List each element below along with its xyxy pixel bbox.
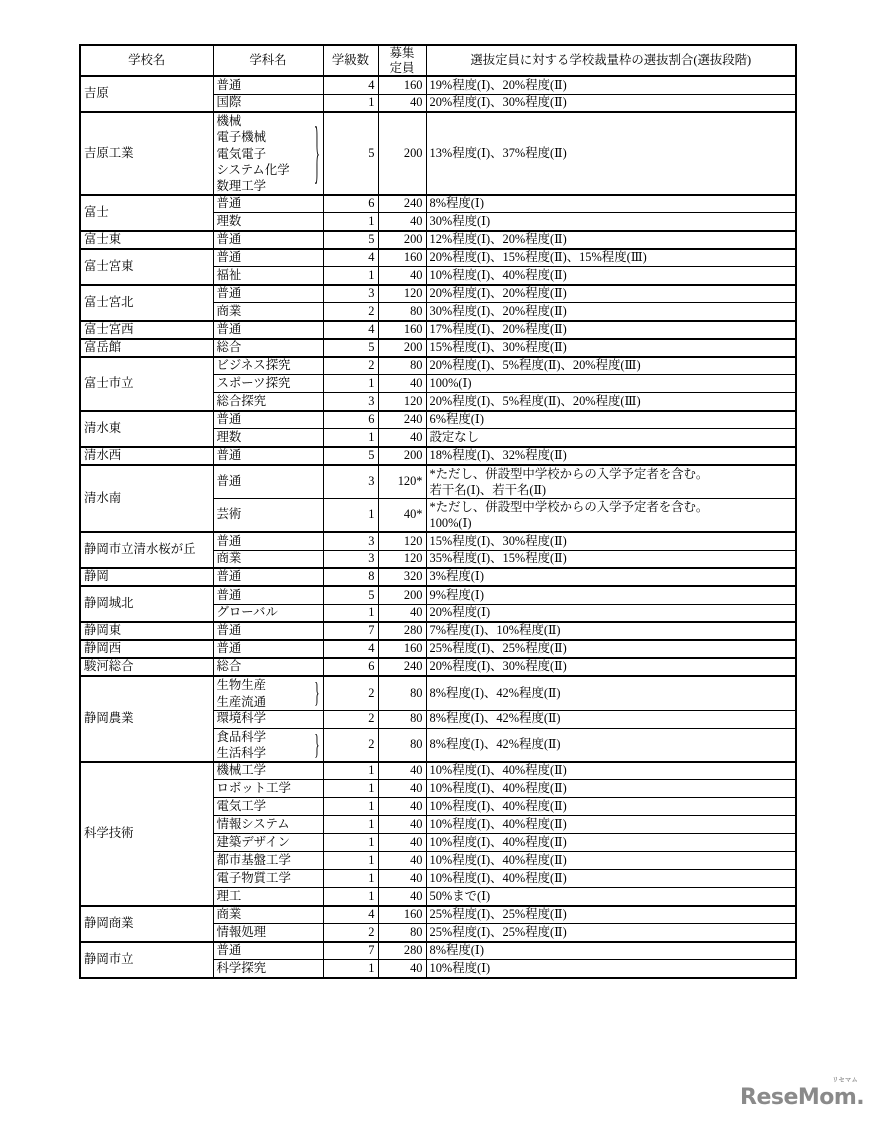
resemom-logo xyxy=(740,1077,865,1121)
cell-school-name: 駿河総合 xyxy=(80,658,213,676)
cell-department-name: 福祉 xyxy=(213,267,323,285)
cell-quota: 240 xyxy=(378,411,426,429)
cell-quota: 40 xyxy=(378,780,426,798)
cell-selection-ratio: 8%程度(Ⅰ)、42%程度(Ⅱ) xyxy=(426,676,796,710)
department-name-list xyxy=(217,113,290,194)
selection-ratio-line: *ただし、併設型中学校からの入学予定者を含む。 xyxy=(429,500,709,515)
column-header-quota-line1: 募集 xyxy=(389,46,415,60)
cell-department-name: 理数 xyxy=(213,213,323,231)
cell-quota: 120 xyxy=(378,532,426,550)
cell-class-count: 1 xyxy=(323,960,378,978)
cell-school-name: 富士市立 xyxy=(80,357,213,411)
cell-department-name: 総合 xyxy=(213,339,323,357)
cell-quota: 80 xyxy=(378,728,426,762)
cell-department-name: 商業 xyxy=(213,550,323,568)
cell-class-count: 4 xyxy=(323,906,378,924)
cell-class-count: 1 xyxy=(323,888,378,906)
cell-department-name: ビジネス探究 xyxy=(213,357,323,375)
table-row xyxy=(80,249,796,267)
table-row xyxy=(80,231,796,249)
department-name-list xyxy=(217,729,267,761)
cell-department-name: 環境科学 xyxy=(213,710,323,728)
table-row xyxy=(80,465,796,499)
cell-selection-ratio: 9%程度(Ⅰ) xyxy=(426,586,796,604)
cell-department-name: 電子物質工学 xyxy=(213,870,323,888)
table-row xyxy=(80,906,796,924)
cell-school-name: 吉原 xyxy=(80,76,213,112)
cell-department-name: 電気工学 xyxy=(213,798,323,816)
cell-selection-ratio: 7%程度(Ⅰ)、10%程度(Ⅱ) xyxy=(426,622,796,640)
cell-department-name: 普通 xyxy=(213,622,323,640)
cell-quota: 160 xyxy=(378,76,426,94)
cell-class-count: 3 xyxy=(323,465,378,499)
department-name: 食品科学 xyxy=(216,729,267,744)
cell-selection-ratio: 20%程度(Ⅰ) xyxy=(426,604,796,622)
department-name: 電子機械 xyxy=(216,130,267,145)
cell-selection-ratio: 19%程度(Ⅰ)、20%程度(Ⅱ) xyxy=(426,76,796,94)
cell-class-count: 6 xyxy=(323,658,378,676)
cell-quota: 40 xyxy=(378,816,426,834)
column-header-school: 学校名 xyxy=(80,45,213,76)
cell-selection-ratio: 18%程度(Ⅰ)、32%程度(Ⅱ) xyxy=(426,447,796,465)
cell-selection-ratio: 10%程度(Ⅰ)、40%程度(Ⅱ) xyxy=(426,852,796,870)
cell-selection-ratio: 10%程度(Ⅰ)、40%程度(Ⅱ) xyxy=(426,834,796,852)
department-name: 生産流通 xyxy=(216,694,267,709)
cell-class-count: 1 xyxy=(323,213,378,231)
cell-department-name: 普通 xyxy=(213,76,323,94)
cell-department-name: 商業 xyxy=(213,303,323,321)
selection-ratio-line: 若干名(Ⅰ)、若干名(Ⅱ) xyxy=(429,483,547,497)
cell-quota: 40 xyxy=(378,888,426,906)
cell-department-name: 理数 xyxy=(213,429,323,447)
cell-school-name: 静岡 xyxy=(80,568,213,586)
table-row xyxy=(80,942,796,960)
cell-school-name: 静岡城北 xyxy=(80,586,213,622)
table-row xyxy=(80,285,796,303)
cell-department-name: 普通 xyxy=(213,532,323,550)
cell-class-count: 3 xyxy=(323,285,378,303)
logo-furigana: リセマム xyxy=(832,1077,859,1084)
cell-quota: 160 xyxy=(378,906,426,924)
cell-selection-ratio: 8%程度(Ⅰ)、42%程度(Ⅱ) xyxy=(426,710,796,728)
cell-selection-ratio: 10%程度(Ⅰ)、40%程度(Ⅱ) xyxy=(426,780,796,798)
cell-class-count: 4 xyxy=(323,76,378,94)
cell-selection-ratio: 3%程度(Ⅰ) xyxy=(426,568,796,586)
cell-school-name: 清水東 xyxy=(80,411,213,447)
cell-quota: 200 xyxy=(378,586,426,604)
cell-class-count: 5 xyxy=(323,339,378,357)
cell-class-count: 1 xyxy=(323,870,378,888)
cell-selection-ratio xyxy=(426,499,796,533)
table-row xyxy=(80,640,796,658)
cell-class-count: 1 xyxy=(323,816,378,834)
cell-quota: 120* xyxy=(378,465,426,499)
selection-ratio-line: 100%(Ⅰ) xyxy=(429,516,472,531)
cell-selection-ratio: 20%程度(Ⅰ)、5%程度(Ⅱ)、20%程度(Ⅲ) xyxy=(426,357,796,375)
cell-department-group xyxy=(213,676,323,710)
table-row xyxy=(80,676,796,710)
cell-selection-ratio: 15%程度(Ⅰ)、30%程度(Ⅱ) xyxy=(426,532,796,550)
cell-selection-ratio: 50%まで(Ⅰ) xyxy=(426,888,796,906)
logo-wordmark xyxy=(740,1077,865,1110)
cell-selection-ratio: 30%程度(Ⅰ)、20%程度(Ⅱ) xyxy=(426,303,796,321)
cell-quota: 40* xyxy=(378,499,426,533)
table-row xyxy=(80,568,796,586)
cell-department-name: 普通 xyxy=(213,640,323,658)
table-row xyxy=(80,658,796,676)
curly-brace-icon: } xyxy=(313,728,320,761)
table-row xyxy=(80,195,796,213)
table-row xyxy=(80,339,796,357)
header-row xyxy=(80,45,796,76)
table-row xyxy=(80,762,796,780)
cell-department-name: 機械工学 xyxy=(213,762,323,780)
cell-department-name: 都市基盤工学 xyxy=(213,852,323,870)
cell-quota: 40 xyxy=(378,834,426,852)
cell-department-name: 普通 xyxy=(213,942,323,960)
cell-department-name: 普通 xyxy=(213,586,323,604)
cell-school-name: 吉原工業 xyxy=(80,112,213,195)
department-name: 生活科学 xyxy=(216,745,267,760)
cell-selection-ratio: 12%程度(Ⅰ)、20%程度(Ⅱ) xyxy=(426,231,796,249)
cell-class-count: 2 xyxy=(323,710,378,728)
cell-selection-ratio: 6%程度(Ⅰ) xyxy=(426,411,796,429)
cell-selection-ratio: 20%程度(Ⅰ)、20%程度(Ⅱ) xyxy=(426,285,796,303)
cell-selection-ratio: 100%(Ⅰ) xyxy=(426,375,796,393)
cell-department-name: グローバル xyxy=(213,604,323,622)
table-body xyxy=(80,76,796,978)
table-row xyxy=(80,586,796,604)
table-row xyxy=(80,112,796,195)
cell-school-name: 富士宮東 xyxy=(80,249,213,285)
cell-selection-ratio: 10%程度(Ⅰ)、40%程度(Ⅱ) xyxy=(426,267,796,285)
selection-ratio-line: *ただし、併設型中学校からの入学予定者を含む。 xyxy=(429,466,709,481)
admission-quota-table xyxy=(79,44,797,979)
cell-selection-ratio: 13%程度(Ⅰ)、37%程度(Ⅱ) xyxy=(426,112,796,195)
cell-class-count: 2 xyxy=(323,924,378,942)
cell-quota: 240 xyxy=(378,658,426,676)
cell-department-name: 理工 xyxy=(213,888,323,906)
cell-class-count: 6 xyxy=(323,195,378,213)
cell-class-count: 3 xyxy=(323,550,378,568)
cell-department-name: 普通 xyxy=(213,285,323,303)
cell-school-name: 富士宮北 xyxy=(80,285,213,321)
cell-quota: 80 xyxy=(378,676,426,710)
department-name: システム化学 xyxy=(216,162,290,177)
cell-school-name: 清水南 xyxy=(80,465,213,533)
cell-class-count: 2 xyxy=(323,357,378,375)
department-name: 数理工学 xyxy=(216,178,267,193)
cell-quota: 80 xyxy=(378,710,426,728)
table-header xyxy=(80,45,796,76)
cell-class-count: 1 xyxy=(323,499,378,533)
cell-class-count: 1 xyxy=(323,604,378,622)
cell-department-name: 総合探究 xyxy=(213,393,323,411)
cell-class-count: 1 xyxy=(323,834,378,852)
cell-department-name: 建築デザイン xyxy=(213,834,323,852)
cell-school-name: 富士宮西 xyxy=(80,321,213,339)
cell-class-count: 1 xyxy=(323,375,378,393)
cell-quota: 160 xyxy=(378,249,426,267)
cell-selection-ratio: 10%程度(Ⅰ)、40%程度(Ⅱ) xyxy=(426,798,796,816)
cell-selection-ratio: 20%程度(Ⅰ)、30%程度(Ⅱ) xyxy=(426,94,796,112)
column-header-quota xyxy=(378,45,426,76)
cell-quota: 40 xyxy=(378,960,426,978)
cell-selection-ratio: 設定なし xyxy=(426,429,796,447)
cell-quota: 120 xyxy=(378,393,426,411)
cell-class-count: 6 xyxy=(323,411,378,429)
cell-class-count: 5 xyxy=(323,112,378,195)
cell-class-count: 7 xyxy=(323,622,378,640)
column-header-quota-line2: 定員 xyxy=(389,60,415,75)
cell-selection-ratio: 25%程度(Ⅰ)、25%程度(Ⅱ) xyxy=(426,906,796,924)
cell-school-name: 静岡市立清水桜が丘 xyxy=(80,532,213,568)
cell-class-count: 1 xyxy=(323,852,378,870)
department-name-list xyxy=(217,677,267,709)
cell-class-count: 4 xyxy=(323,640,378,658)
cell-quota: 40 xyxy=(378,375,426,393)
cell-quota: 200 xyxy=(378,447,426,465)
cell-quota: 40 xyxy=(378,94,426,112)
cell-school-name: 静岡商業 xyxy=(80,906,213,942)
cell-department-name: 国際 xyxy=(213,94,323,112)
cell-selection-ratio: 35%程度(Ⅰ)、15%程度(Ⅱ) xyxy=(426,550,796,568)
cell-quota: 80 xyxy=(378,303,426,321)
cell-class-count: 1 xyxy=(323,780,378,798)
cell-selection-ratio: 20%程度(Ⅰ)、30%程度(Ⅱ) xyxy=(426,658,796,676)
table-row xyxy=(80,411,796,429)
cell-selection-ratio: 30%程度(Ⅰ) xyxy=(426,213,796,231)
cell-department-name: 商業 xyxy=(213,906,323,924)
cell-class-count: 1 xyxy=(323,267,378,285)
column-header-class-count: 学級数 xyxy=(323,45,378,76)
cell-class-count: 1 xyxy=(323,762,378,780)
cell-department-name: ロボット工学 xyxy=(213,780,323,798)
cell-quota: 40 xyxy=(378,762,426,780)
cell-school-name: 静岡農業 xyxy=(80,676,213,762)
department-name: 生物生産 xyxy=(216,678,267,693)
cell-quota: 40 xyxy=(378,870,426,888)
cell-class-count: 2 xyxy=(323,728,378,762)
cell-quota: 40 xyxy=(378,213,426,231)
cell-quota: 200 xyxy=(378,112,426,195)
cell-class-count: 1 xyxy=(323,429,378,447)
cell-quota: 160 xyxy=(378,640,426,658)
cell-school-name: 静岡市立 xyxy=(80,942,213,978)
cell-quota: 120 xyxy=(378,285,426,303)
cell-department-name: 普通 xyxy=(213,465,323,499)
table-row xyxy=(80,76,796,94)
cell-class-count: 3 xyxy=(323,393,378,411)
department-name: 電気電子 xyxy=(216,146,267,161)
cell-selection-ratio: 20%程度(Ⅰ)、15%程度(Ⅱ)、15%程度(Ⅲ) xyxy=(426,249,796,267)
cell-department-name: 普通 xyxy=(213,249,323,267)
cell-selection-ratio: 25%程度(Ⅰ)、25%程度(Ⅱ) xyxy=(426,640,796,658)
cell-quota: 40 xyxy=(378,852,426,870)
cell-department-name: 普通 xyxy=(213,231,323,249)
department-name: 機械 xyxy=(216,114,242,129)
cell-department-group xyxy=(213,728,323,762)
cell-selection-ratio: 10%程度(Ⅰ) xyxy=(426,960,796,978)
cell-quota: 240 xyxy=(378,195,426,213)
cell-quota: 120 xyxy=(378,550,426,568)
curly-brace-icon: } xyxy=(313,113,320,192)
cell-class-count: 5 xyxy=(323,447,378,465)
cell-class-count: 2 xyxy=(323,676,378,710)
cell-selection-ratio: 20%程度(Ⅰ)、5%程度(Ⅱ)、20%程度(Ⅲ) xyxy=(426,393,796,411)
cell-selection-ratio: 15%程度(Ⅰ)、30%程度(Ⅱ) xyxy=(426,339,796,357)
cell-class-count: 2 xyxy=(323,303,378,321)
cell-department-name: 情報システム xyxy=(213,816,323,834)
cell-school-name: 静岡東 xyxy=(80,622,213,640)
cell-quota: 160 xyxy=(378,321,426,339)
cell-department-name: 芸術 xyxy=(213,499,323,533)
cell-department-name: 普通 xyxy=(213,568,323,586)
cell-department-name: 科学探究 xyxy=(213,960,323,978)
cell-class-count: 5 xyxy=(323,231,378,249)
cell-selection-ratio: 10%程度(Ⅰ)、40%程度(Ⅱ) xyxy=(426,870,796,888)
cell-department-name: 情報処理 xyxy=(213,924,323,942)
cell-selection-ratio: 8%程度(Ⅰ) xyxy=(426,195,796,213)
cell-class-count: 1 xyxy=(323,94,378,112)
cell-quota: 40 xyxy=(378,604,426,622)
cell-department-name: スポーツ探究 xyxy=(213,375,323,393)
cell-selection-ratio: 17%程度(Ⅰ)、20%程度(Ⅱ) xyxy=(426,321,796,339)
cell-quota: 40 xyxy=(378,798,426,816)
cell-quota: 80 xyxy=(378,357,426,375)
cell-class-count: 1 xyxy=(323,798,378,816)
cell-quota: 280 xyxy=(378,622,426,640)
cell-selection-ratio xyxy=(426,465,796,499)
cell-class-count: 5 xyxy=(323,586,378,604)
cell-class-count: 4 xyxy=(323,321,378,339)
cell-class-count: 3 xyxy=(323,532,378,550)
cell-quota: 80 xyxy=(378,924,426,942)
cell-class-count: 8 xyxy=(323,568,378,586)
cell-department-name: 普通 xyxy=(213,321,323,339)
cell-school-name: 静岡西 xyxy=(80,640,213,658)
cell-school-name: 科学技術 xyxy=(80,762,213,906)
cell-selection-ratio: 10%程度(Ⅰ)、40%程度(Ⅱ) xyxy=(426,762,796,780)
table-row xyxy=(80,321,796,339)
cell-department-group xyxy=(213,112,323,195)
cell-selection-ratio: 25%程度(Ⅰ)、25%程度(Ⅱ) xyxy=(426,924,796,942)
cell-quota: 200 xyxy=(378,339,426,357)
table-row xyxy=(80,532,796,550)
cell-selection-ratio: 8%程度(Ⅰ) xyxy=(426,942,796,960)
column-header-selection-ratio: 選抜定員に対する学校裁量枠の選抜割合(選抜段階) xyxy=(426,45,796,76)
cell-quota: 40 xyxy=(378,429,426,447)
cell-selection-ratio: 10%程度(Ⅰ)、40%程度(Ⅱ) xyxy=(426,816,796,834)
logo-text: ReseMom. xyxy=(740,1085,865,1110)
table-row xyxy=(80,447,796,465)
cell-department-name: 普通 xyxy=(213,411,323,429)
cell-class-count: 7 xyxy=(323,942,378,960)
cell-school-name: 富士 xyxy=(80,195,213,231)
table-row xyxy=(80,622,796,640)
curly-brace-icon: } xyxy=(313,676,320,710)
cell-school-name: 富岳館 xyxy=(80,339,213,357)
cell-school-name: 清水西 xyxy=(80,447,213,465)
cell-department-name: 普通 xyxy=(213,447,323,465)
cell-quota: 320 xyxy=(378,568,426,586)
cell-school-name: 富士東 xyxy=(80,231,213,249)
cell-class-count: 4 xyxy=(323,249,378,267)
column-header-department: 学科名 xyxy=(213,45,323,76)
cell-department-name: 総合 xyxy=(213,658,323,676)
cell-department-name: 普通 xyxy=(213,195,323,213)
cell-quota: 40 xyxy=(378,267,426,285)
cell-quota: 280 xyxy=(378,942,426,960)
cell-selection-ratio: 8%程度(Ⅰ)、42%程度(Ⅱ) xyxy=(426,728,796,762)
cell-quota: 200 xyxy=(378,231,426,249)
table-row xyxy=(80,357,796,375)
